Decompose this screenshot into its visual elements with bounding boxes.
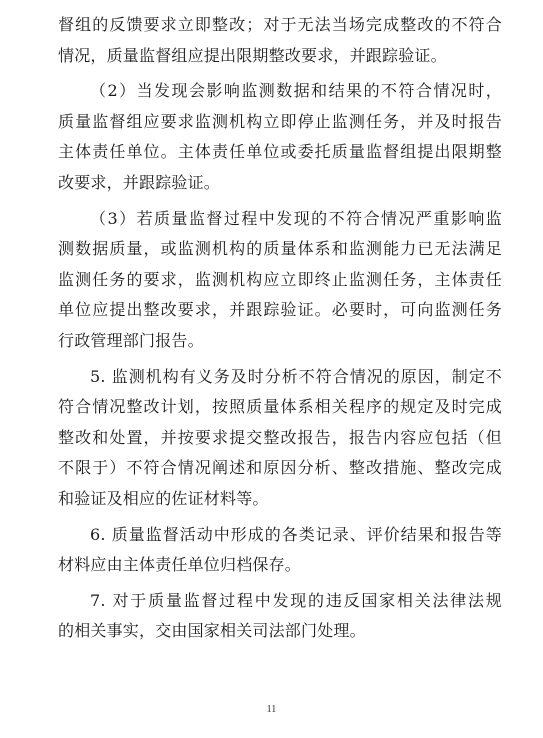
page-number: 11 [266,704,277,715]
text-line: 6. 质量监督活动中形成的各类记录、评价结果和报告等 [90,524,502,544]
text-line: 行政管理部门报告。 [58,330,204,350]
body-text [58,10,502,647]
text-line: 督组的反馈要求立即整改；对于无法当场完成整改的不符合 [58,15,502,34]
text-line: 情况，质量监督组应提出限期整改要求，并跟踪验证。 [58,45,447,65]
text-line: 和验证及相应的佐证材料等。 [58,488,269,508]
text-line: 的相关事实，交由国家相关司法部门处理。 [58,621,366,641]
text-line: 5. 监测机构有义务及时分析不符合情况的原因，制定不 [90,366,502,386]
text-line: 质量监督组应要求监测机构立即停止监测任务，并及时报告 [58,111,502,131]
text-line: 测数据质量，或监测机构的质量体系和监测能力已无法满足 [58,239,502,259]
text-line: （2）当发现会影响监测数据和结果的不符合情况时， [90,81,502,101]
text-line: 改要求，并跟踪验证。 [58,172,221,192]
text-line: （3）若质量监督过程中发现的不符合情况严重影响监 [90,208,502,228]
text-line: 监测任务的要求，监测机构应立即终止监测任务，主体责任 [58,269,502,289]
text-line: 主体责任单位。主体责任单位或委托质量监督组提出限期整 [58,142,502,162]
text-line: 材料应由主体责任单位归档保存。 [58,555,302,575]
text-line: 不限于）不符合情况阐述和原因分析、整改措施、整改完成 [58,458,502,478]
text-line: 符合情况整改计划，按照质量体系相关程序的规定及时完成 [58,397,502,417]
text-line: 整改和处置，并按要求提交整改报告，报告内容应包括（但 [58,427,502,447]
text-line: 7. 对于质量监督过程中发现的违反国家相关法律法规 [90,590,502,610]
text-line: 单位应提出整改要求，并跟踪验证。必要时，可向监测任务 [58,300,502,320]
